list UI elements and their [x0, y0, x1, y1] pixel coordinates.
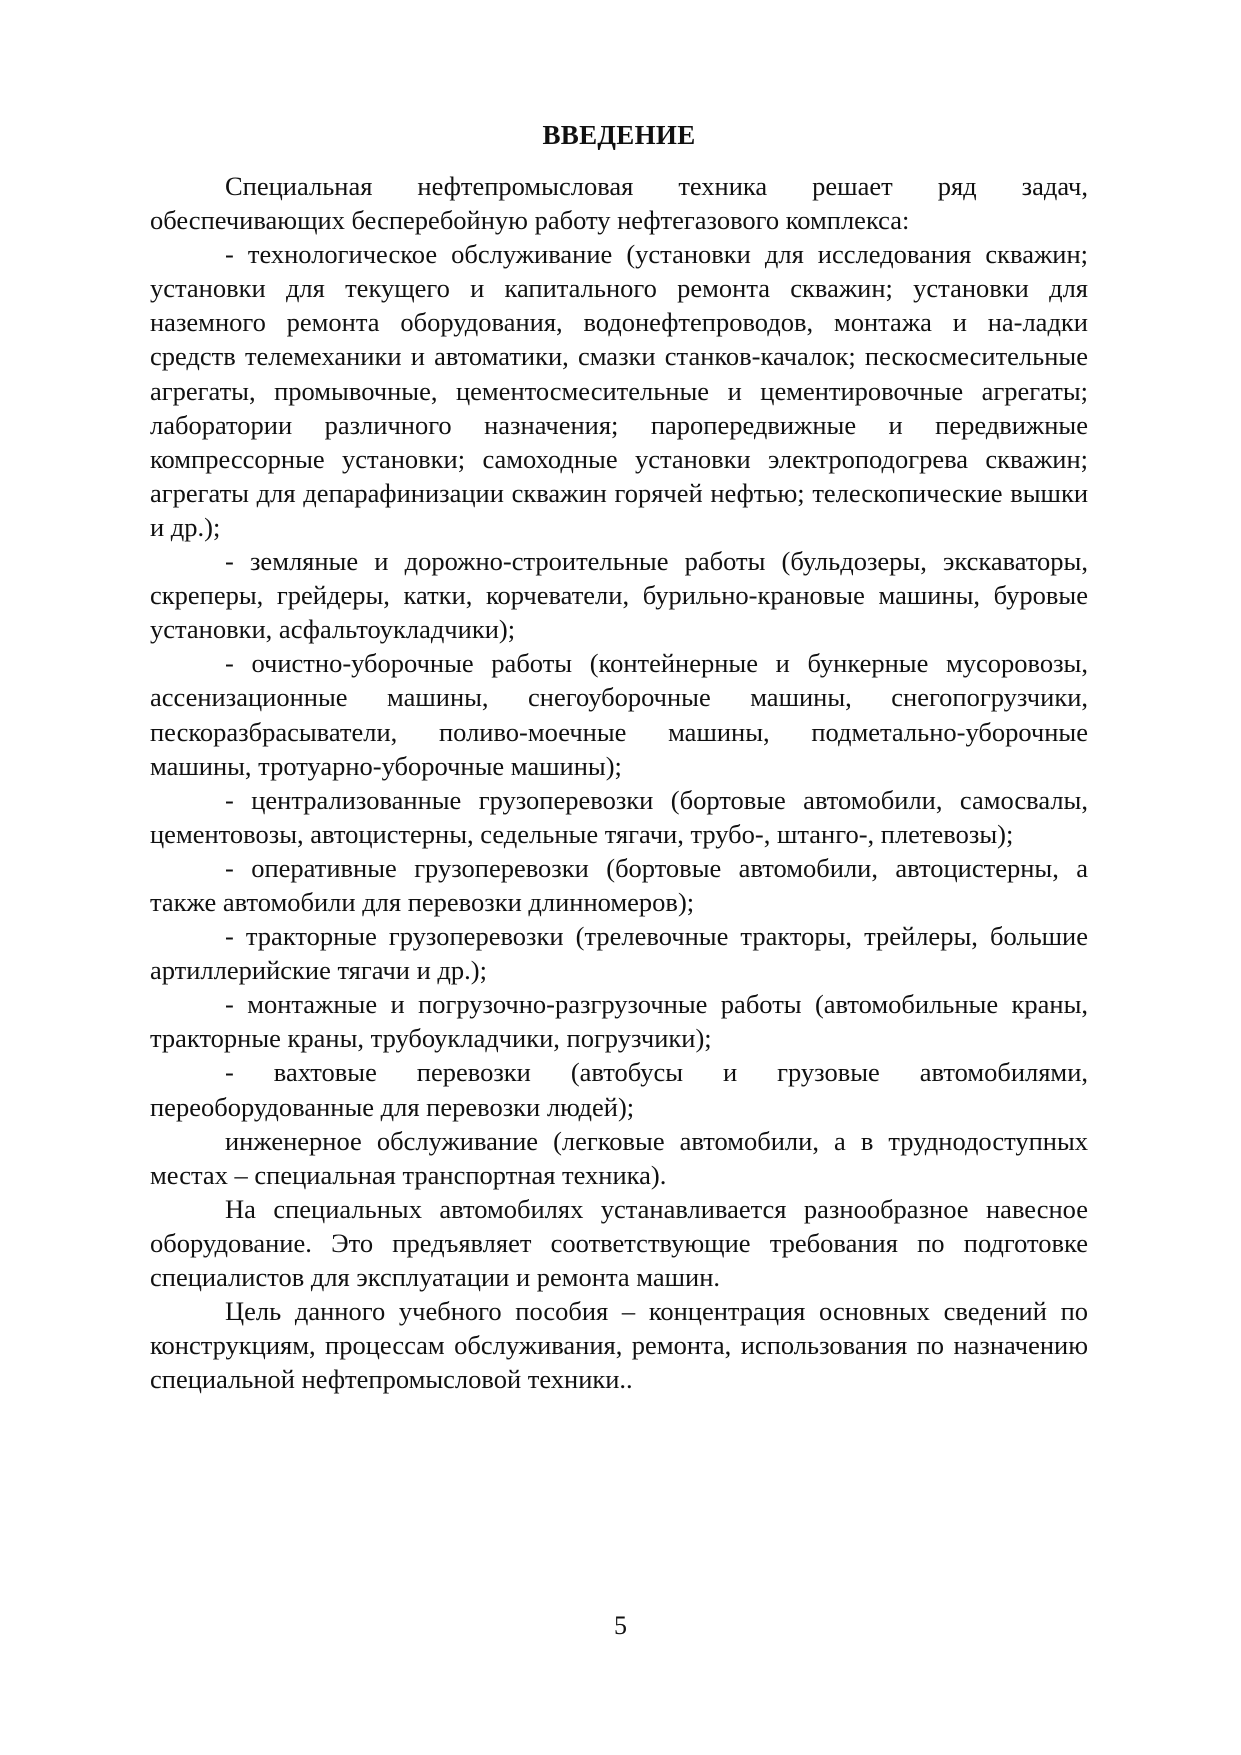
document-page — [150, 118, 1088, 1396]
list-item-earthworks: - земляные и дорожно-строительные работы (бульдозеры, экскаваторы, скреперы, грейдеры, катки, корчеватели, бурильно-крановые машины, буровые установки, асфальтоукладчики); — [150, 546, 1088, 645]
list-item-engineering-service: инженерное обслуживание (легковые автомобили, а в труднодоступных местах – специальная транспортная техника). — [150, 1125, 1088, 1190]
list-item-technological-service: - технологическое обслуживание (установки для исследования скважин; установки для текущего и капитального ремонта скважин; установки для наземного ремонта оборудования, водонефтепроводов, монтажа и на-ладки средств телемеханики и автоматики, смазки станков-качалок; пескосмесительные агрегаты, промывочные, цементосмесительные и цементировочные агрегаты; лаборатории различного назначения; паропередвижные и передвижные компрессорные установки; самоходные установки электроподогрева скважин; агрегаты для депарафинизации скважин горячей нефтью; телескопические вышки и др.); — [150, 239, 1088, 542]
intro-paragraph: Специальная нефтепромысловая техника решает ряд задач, обеспечивающих бесперебойную работу нефтегазового комплекса: — [150, 171, 1088, 236]
list-item-tractor-transport: - тракторные грузоперевозки (трелевочные тракторы, трейлеры, большие артиллерийские тягачи и др.); — [150, 921, 1088, 986]
list-item-centralized-transport: - централизованные грузоперевозки (бортовые автомобили, самосвалы, цементовозы, автоцистерны, седельные тягачи, трубо-, штанго-, плетевозы); — [150, 784, 1088, 849]
equipment-paragraph: На специальных автомобилях устанавливается разнообразное навесное оборудование. Это предъявляет соответствующие требования по подготовке специалистов для эксплуатации и ремонта машин. — [150, 1193, 1088, 1292]
list-item-installation-works: - монтажные и погрузочно-разгрузочные работы (автомобильные краны, тракторные краны, трубоукладчики, погрузчики); — [150, 989, 1088, 1054]
goal-paragraph: Цель данного учебного пособия – концентрация основных сведений по конструкциям, процессам обслуживания, ремонта, использования по назначению специальной нефтепромысловой техники.. — [150, 1296, 1088, 1395]
list-item-cleaning-works: - очистно-уборочные работы (контейнерные и бункерные мусоровозы, ассенизационные машины, снегоуборочные машины, снегопогрузчики, пескоразбрасыватели, поливо-моечные машины, подметально-уборочные машины, тротуарно-уборочные машины); — [150, 648, 1088, 781]
list-item-shift-transport: - вахтовые перевозки (автобусы и грузовые автомобилями, переоборудованные для перевозки людей); — [150, 1057, 1088, 1122]
list-item-operational-transport: - оперативные грузоперевозки (бортовые автомобили, автоцистерны, а также автомобили для перевозки длинномеров); — [150, 852, 1088, 917]
document-body — [150, 169, 1088, 1396]
page-number: 5 — [614, 1611, 627, 1640]
page-title: ВВЕДЕНИЕ — [542, 120, 696, 150]
